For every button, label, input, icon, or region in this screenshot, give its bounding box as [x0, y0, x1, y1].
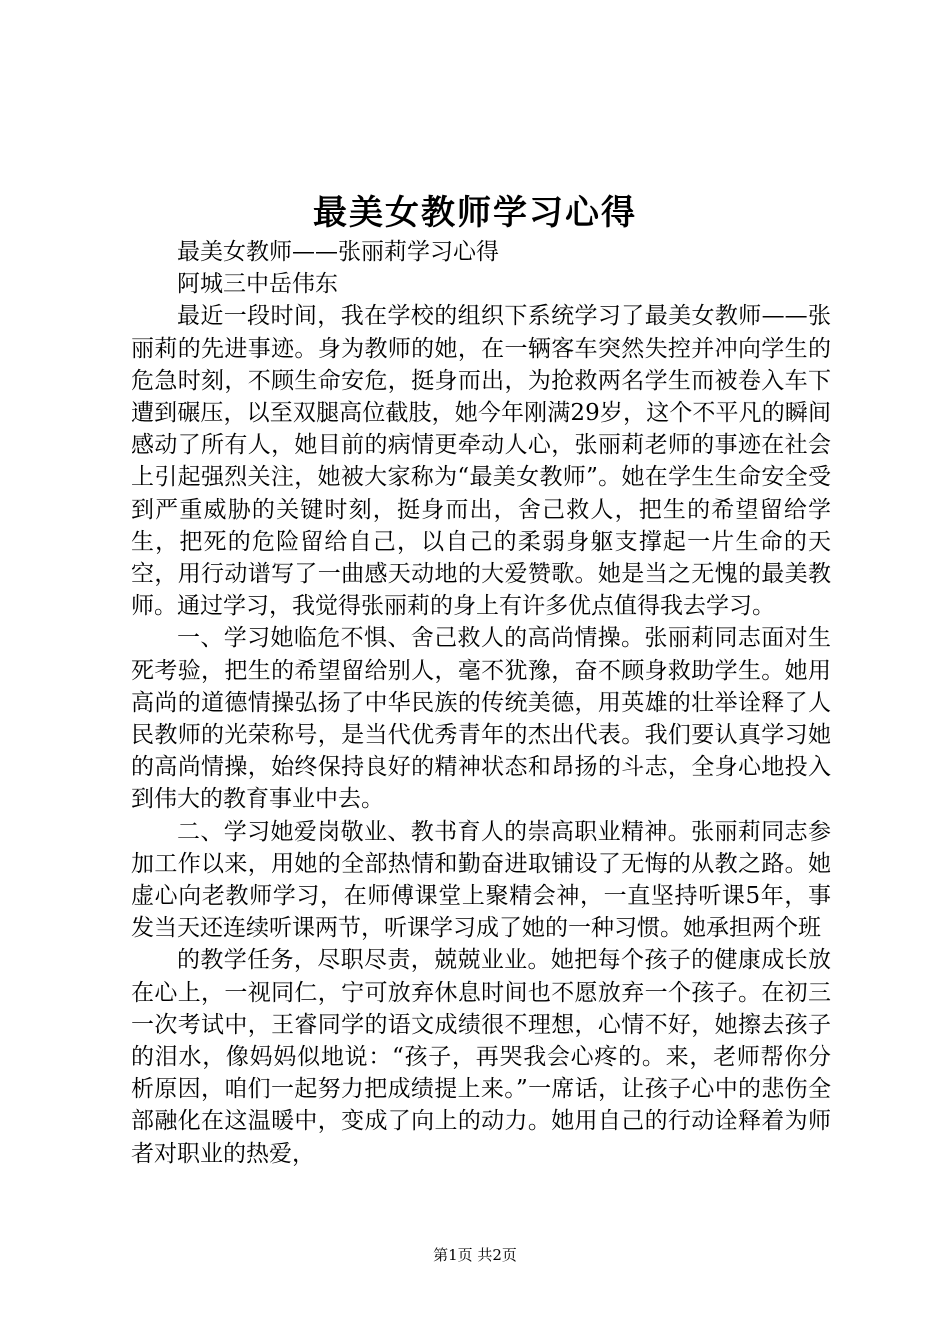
body-paragraph: 二、学习她爱岗敬业、教书育人的崇高职业精神。张丽莉同志参加工作以来，用她的全部热情和勤奋进取铺设了无悔的从教之路。她虚心向老教师学习，在师傅课堂上聚精会神，一直坚持听课5年，事发当天还连续听课两节，听课学习成了她的一种习惯。她承担两个班	[131, 818, 831, 942]
body-paragraph: 最近一段时间，我在学校的组织下系统学习了最美女教师——张丽莉的先进事迹。身为教师的她，在一辆客车突然失控并冲向学生的危急时刻，不顾生命安危，挺身而出，为抢救两名学生而被卷入车下遭到碾压，以至双腿高位截肢，她今年刚满29岁，这个不平凡的瞬间感动了所有人，她目前的病情更牵动人心，张丽莉老师的事迹在社会上引起强烈关注，她被大家称为“最美女教师”。她在学生生命安全受到严重威胁的关键时刻，挺身而出，舍己救人，把生的希望留给学生，把死的危险留给自己，以自己的柔弱身躯支撑起一片生命的天空，用行动谱写了一曲感天动地的大爱赞歌。她是当之无愧的最美教师。通过学习，我觉得张丽莉的身上有许多优点值得我去学习。	[131, 303, 831, 620]
author-line: 阿城三中岳伟东	[177, 271, 338, 298]
document-title: 最美女教师学习心得	[313, 193, 637, 233]
body-paragraph: 的教学任务，尽职尽责，兢兢业业。她把每个孩子的健康成长放在心上，一视同仁，宁可放弃休息时间也不愿放弃一个孩子。在初三一次考试中，王睿同学的语文成绩很不理想，心情不好，她擦去孩子的泪水，像妈妈似地说：“孩子，再哭我会心疼的。来，老师帮你分析原因，咱们一起努力把成绩提上来。”一席话，让孩子心中的悲伤全部融化在这温暖中，变成了向上的动力。她用自己的行动诠释着为师者对职业的热爱，	[131, 947, 831, 1167]
subtitle-line: 最美女教师——张丽莉学习心得	[177, 239, 499, 265]
page-number-footer: 第1页 共2页	[433, 1246, 517, 1264]
body-paragraph: 一、学习她临危不惧、舍己救人的高尚情操。张丽莉同志面对生死考验，把生的希望留给别人，毫不犹豫，奋不顾身救助学生。她用高尚的道德情操弘扬了中华民族的传统美德，用英雄的壮举诠释了人民教师的光荣称号，是当代优秀青年的杰出代表。我们要认真学习她的高尚情操，始终保持良好的精神状态和昂扬的斗志，全身心地投入到伟大的教育事业中去。	[131, 625, 831, 813]
document-body	[131, 236, 831, 1170]
